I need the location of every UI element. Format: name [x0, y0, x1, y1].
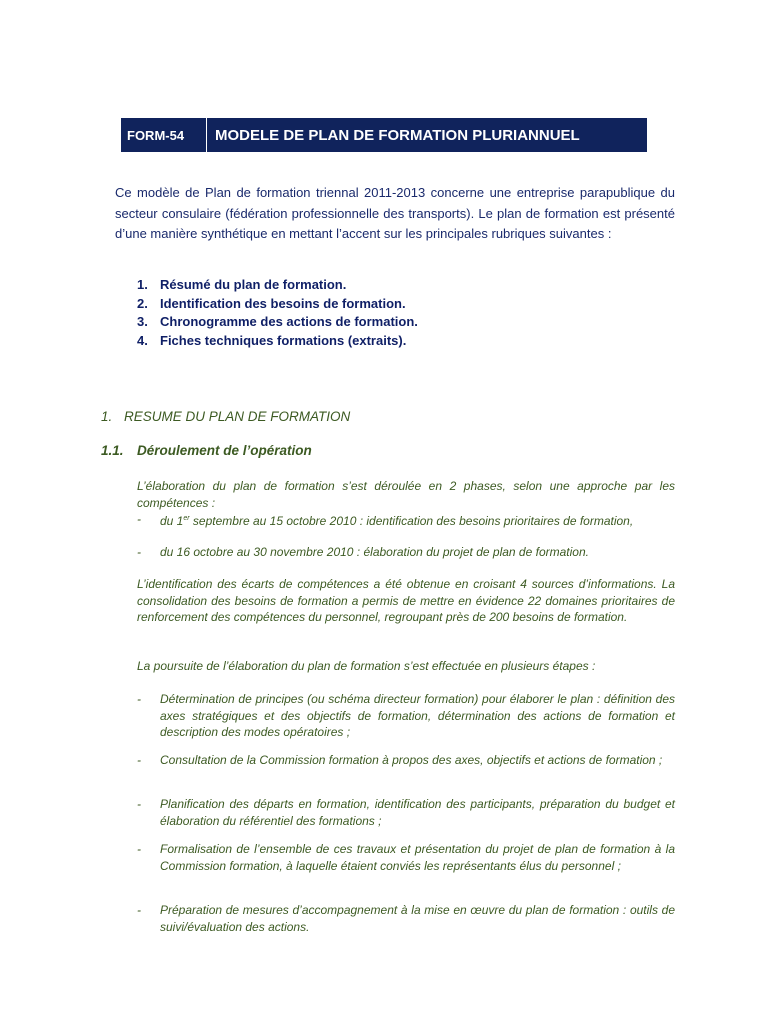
list-item: 3. Chronogramme des actions de formation. [137, 314, 418, 329]
paragraph-gaps: L’identification des écarts de compétences a été obtenue en croisant 4 sources d’informations. La consolidation des besoins de formation a permis de mettre en évidence 22 domaines prioritaires de renforcement des compétences du personnel, regroupant près de 200 besoins de formation. [137, 577, 675, 624]
section-heading: 1. RESUME DU PLAN DE FORMATION [101, 409, 351, 424]
paragraph-steps-intro: La poursuite de l’élaboration du plan de formation s’est effectuée en plusieurs étapes : [137, 659, 596, 673]
list-item: - du 16 octobre au 30 novembre 2010 : élaboration du projet de plan de formation. [137, 545, 589, 559]
form-title: MODELE DE PLAN DE FORMATION PLURIANNUEL [215, 126, 580, 144]
list-item: - Planification des départs en formation, identification des participants, préparation du budget et élaboration du référentiel des formations ; [137, 797, 675, 828]
form-header [121, 118, 647, 152]
list-item: - Détermination de principes (ou schéma directeur formation) pour élaborer le plan : définition des axes stratégiques et des objectifs de formation, détermination des actions de formation et description des modes opératoires ; [137, 692, 675, 739]
list-item: 1. Résumé du plan de formation. [137, 277, 347, 292]
paragraph-phases-intro: L’élaboration du plan de formation s’est déroulée en 2 phases, selon une approche par les compétences : [137, 479, 675, 510]
list-item: 2. Identification des besoins de formation. [137, 295, 406, 311]
form-code: FORM-54 [121, 118, 207, 152]
subsection-heading: 1.1. Déroulement de l’opération [101, 443, 312, 458]
list-item: 4. Fiches techniques formations (extraits). [137, 332, 407, 348]
list-item: - du 1er septembre au 15 octobre 2010 : identification des besoins prioritaires de formation, [137, 512, 634, 528]
list-item: - Formalisation de l’ensemble de ces travaux et présentation du projet de plan de formation à la Commission formation, à laquelle étaient conviés les représentants élus du personnel ; [137, 842, 675, 873]
list-item: - Consultation de la Commission formation à propos des axes, objectifs et actions de formation ; [137, 753, 663, 767]
list-item: - Préparation de mesures d’accompagnement à la mise en œuvre du plan de formation : outils de suivi/évaluation des actions. [137, 903, 675, 934]
intro-paragraph: Ce modèle de Plan de formation triennal 2011-2013 concerne une entreprise parapublique du secteur consulaire (fédération professionnelle des transports). Le plan de formation est présenté d’une manière synthétique en mettant l’accent sur les principales rubriques suivantes : [115, 185, 675, 241]
summary-list [137, 276, 418, 350]
